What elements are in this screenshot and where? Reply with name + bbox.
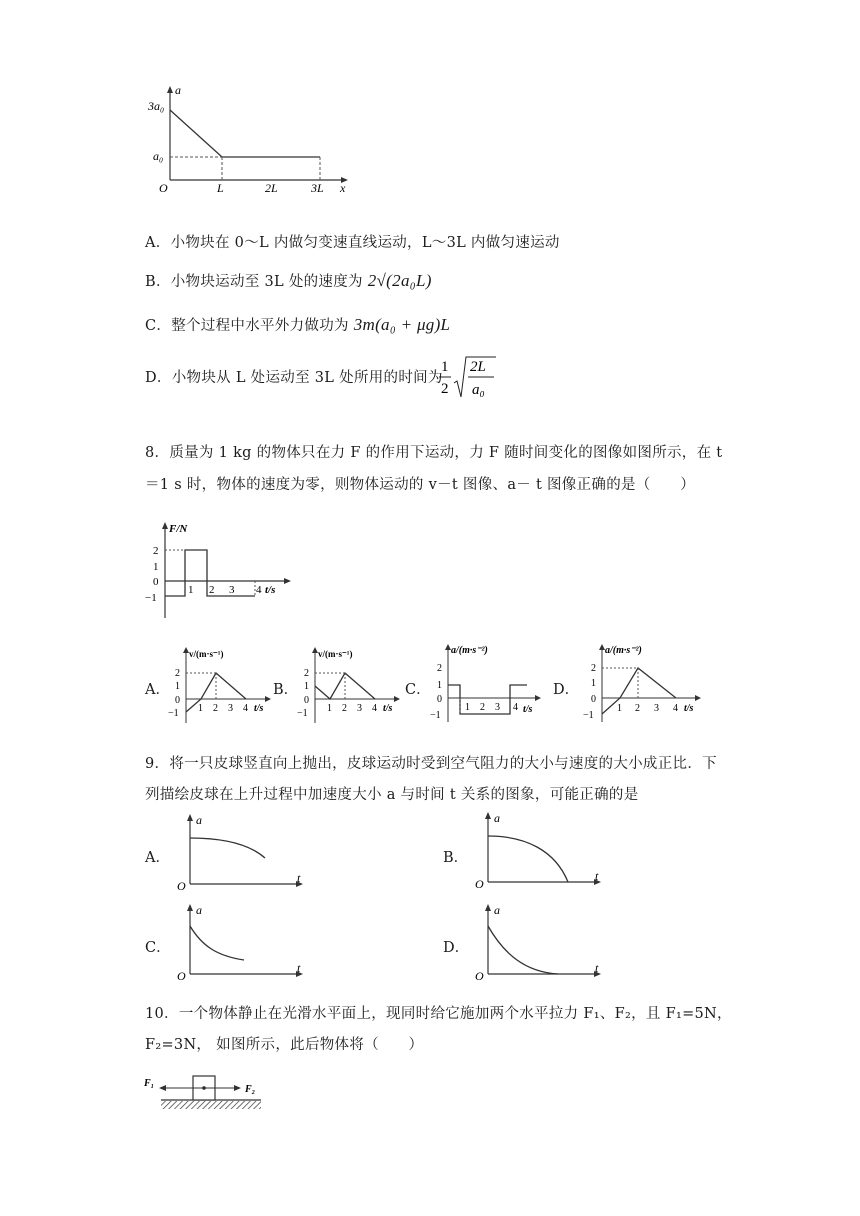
q8-option-b-graph — [297, 645, 402, 725]
q9-stem-line2: 列描绘皮球在上升过程中加速度大小 a 与时间 t 关系的图象，可能正确的是 — [145, 787, 639, 803]
tick-1: 1 — [591, 678, 596, 689]
t-tick-3: 3 — [229, 584, 235, 596]
frac-den: 2 — [441, 381, 449, 397]
x-tick-2L: 2L — [265, 181, 278, 195]
t1: 1 — [198, 703, 203, 714]
q8-option-c-graph — [430, 640, 545, 725]
t2: 2 — [213, 703, 218, 714]
tick-2: 2 — [591, 663, 596, 674]
t-tick-2: 2 — [209, 584, 215, 596]
rad-num: 2L — [470, 359, 486, 375]
t-label: t — [595, 961, 599, 975]
tick-m1: −1 — [168, 708, 179, 719]
q7-option-b — [145, 270, 432, 291]
q8-option-d-label: D． — [553, 682, 580, 698]
t2: 2 — [480, 702, 485, 713]
t-label: t/s — [383, 703, 393, 714]
q8-option-a-label: A． — [145, 682, 170, 698]
frac-num: 1 — [441, 359, 449, 375]
t-tick-4: 4 — [256, 584, 262, 596]
tick-0: 0 — [591, 694, 596, 705]
q7-option-b-math: 2√(2a₀L) — [367, 271, 432, 290]
q8-option-d-graph — [580, 640, 705, 725]
tick-2: 2 — [304, 668, 309, 679]
q7-option-c-text: C．整个过程中水平外力做功为 — [145, 318, 349, 334]
t3: 3 — [654, 703, 659, 714]
t4: 4 — [243, 703, 248, 714]
a-axis-label: a/(m·s⁻²) — [605, 645, 642, 656]
q8-option-c-label: C． — [405, 682, 431, 698]
t1: 1 — [327, 703, 332, 714]
t-label: t/s — [684, 703, 694, 714]
a-label: a — [196, 903, 202, 917]
t-tick-1: 1 — [188, 584, 194, 596]
t3: 3 — [495, 702, 500, 713]
f-tick-2: 2 — [153, 545, 159, 557]
tick-m1: −1 — [583, 710, 594, 721]
a-label: a — [196, 813, 202, 827]
q8-stem-line2: ＝1 s 时，物体的速度为零，则物体运动的 v－t 图像、a－ t 图像正确的是（ ） — [145, 477, 696, 493]
q7-option-b-text: B．小物块运动至 3L 处的速度为 — [145, 274, 363, 290]
t1: 1 — [617, 703, 622, 714]
tick-m1: −1 — [430, 710, 441, 721]
t4: 4 — [673, 703, 678, 714]
o-label: O — [177, 969, 186, 982]
x-tick-L: L — [217, 181, 224, 195]
tick-0: 0 — [437, 694, 442, 705]
f1-label: F₁ — [144, 1078, 155, 1089]
q7-option-c-math: 3m(a₀ + μg)L — [353, 315, 451, 334]
q10-stem-line2: F₂=3N， 如图所示，此后物体将（ ） — [145, 1037, 424, 1053]
q9-option-c-graph — [172, 902, 312, 982]
q8-stem-line1: 8．质量为 1 kg 的物体只在力 F 的作用下运动，力 F 随时间变化的图像如图所示，在 t — [145, 445, 723, 461]
v-axis-label: v/(m·s⁻¹) — [318, 649, 353, 659]
a-label: a — [494, 811, 500, 825]
t4: 4 — [372, 703, 377, 714]
tick-2: 2 — [437, 663, 442, 674]
f-tick-0: 0 — [153, 576, 159, 588]
t1: 1 — [465, 702, 470, 713]
q7-option-d-text: D．小物块从 L 处运动至 3L 处所用的时间为 — [145, 370, 443, 386]
t-axis-label: t/s — [265, 584, 276, 596]
tick-1: 1 — [437, 680, 442, 691]
t-label: t/s — [254, 703, 264, 714]
q7-option-c — [145, 314, 450, 335]
tick-1: 1 — [304, 681, 309, 692]
a-axis-label: a/(m·s⁻²) — [451, 645, 488, 656]
force-diagram — [143, 1072, 268, 1112]
a-label: a — [494, 903, 500, 917]
tick-m1: −1 — [297, 708, 308, 719]
q7-option-d — [145, 366, 443, 387]
t3: 3 — [357, 703, 362, 714]
t2: 2 — [635, 703, 640, 714]
y-tick-a0: a₀ — [153, 149, 164, 163]
q7-option-a: A．小物块在 0～L 内做匀变速直线运动，L～3L 内做匀速运动 — [145, 235, 560, 251]
q9-option-b-graph — [470, 810, 610, 890]
q8-option-a-graph — [168, 645, 273, 725]
t2: 2 — [342, 703, 347, 714]
y-tick-3a0: 3a₀ — [148, 99, 165, 113]
q9-stem-line1: 9．将一只皮球竖直向上抛出，皮球运动时受到空气阻力的大小与速度的大小成正比．下 — [145, 756, 717, 772]
o-label: O — [475, 969, 484, 982]
q9-option-d-graph — [470, 902, 610, 982]
t-label: t — [595, 869, 599, 883]
q7-option-d-math — [438, 353, 498, 403]
q9-option-c-label: C． — [145, 940, 171, 956]
t-label: t/s — [523, 704, 533, 715]
q9-option-a-label: A． — [145, 850, 170, 866]
f-tick-m1: −1 — [145, 592, 157, 604]
origin-label: O — [159, 181, 168, 195]
tick-2: 2 — [175, 668, 180, 679]
t3: 3 — [228, 703, 233, 714]
tick-1: 1 — [175, 681, 180, 692]
f2-label: F₂ — [245, 1084, 256, 1095]
tick-0: 0 — [175, 695, 180, 706]
o-label: O — [177, 879, 186, 892]
f-axis-label: F/N — [169, 523, 188, 535]
t-label: t — [297, 871, 301, 885]
v-axis-label: v/(m·s⁻¹) — [189, 649, 224, 659]
q8-option-b-label: B． — [273, 682, 299, 698]
o-label: O — [475, 877, 484, 890]
tick-0: 0 — [304, 695, 309, 706]
a-axis-label: a — [175, 83, 181, 97]
x-tick-3L: 3L — [311, 181, 324, 195]
q10-stem-line1: 10．一个物体静止在光滑水平面上，现同时给它施加两个水平拉力 F₁、F₂，且 F₁=5N， — [145, 1006, 732, 1022]
f-tick-1: 1 — [153, 561, 159, 573]
q9-option-a-graph — [172, 812, 312, 892]
x-axis-label: x — [340, 181, 346, 195]
t-label: t — [297, 961, 301, 975]
t4: 4 — [513, 702, 518, 713]
q9-option-d-label: D． — [443, 940, 470, 956]
a-x-graph — [145, 80, 360, 195]
f-t-graph — [143, 520, 293, 620]
rad-den: a₀ — [472, 382, 485, 398]
q9-option-b-label: B． — [443, 850, 469, 866]
